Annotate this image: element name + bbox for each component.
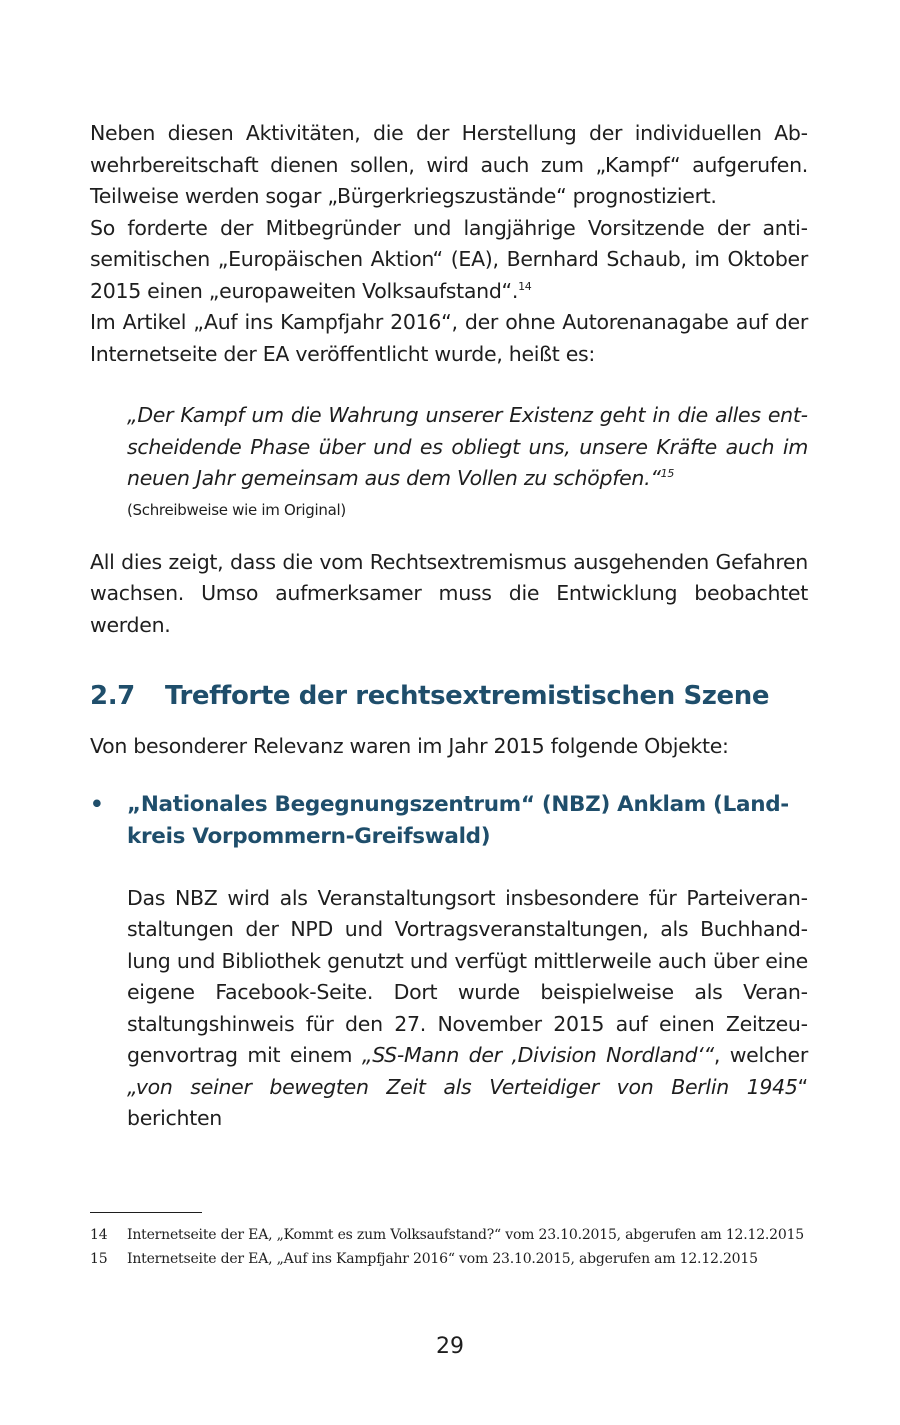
page-number: 29	[436, 1334, 464, 1359]
paragraph-schaub	[90, 213, 808, 308]
bullet-title: „Nationales Begegnungszentrum“ (NBZ) Anklam (Landkreis Vorpommern-Greifswald)	[127, 791, 790, 849]
footnote-divider	[90, 1212, 202, 1213]
footnote-text: Internetseite der EA, „Kommt es zum Volksaufstand?“ vom 23.10.2015, abgerufen am 12.12.2015	[127, 1227, 804, 1243]
bullet-item-nbz	[90, 789, 808, 853]
bullet-body-italic-1: „SS-Mann der ‚Division Nordland‘“	[361, 1043, 714, 1067]
bullet-body-mid: , welcher	[713, 1043, 808, 1067]
footnotes	[90, 1225, 808, 1273]
bullet-body	[127, 883, 808, 1135]
section-heading	[90, 677, 808, 715]
footnote-number: 14	[90, 1227, 108, 1243]
paragraph-activities: Neben diesen Aktivitäten, die der Herstellung der individuellen Abwehrbereitschaft dienen sollen, wird auch zum „Kampf“ aufgerufen. Teilweise werden sogar „Bürgerkriegszustände“ prognostiziert.	[90, 121, 808, 208]
footnote-text: Internetseite der EA, „Auf ins Kampfjahr 2016“ vom 23.10.2015, abgerufen am 12.12.2015	[127, 1251, 758, 1267]
footnote-14	[90, 1225, 808, 1245]
page-body	[90, 118, 808, 1135]
paragraph-conclusion: All dies zeigt, dass die vom Rechtsextremismus ausgehenden Gefahren wachsen. Umso aufmerksamer muss die Entwicklung beobachtet werden.	[90, 549, 808, 637]
section-intro: Von besonderer Relevanz waren im Jahr 2015 folgende Objekte:	[90, 734, 729, 758]
footnote-number: 15	[90, 1251, 108, 1267]
paragraph-article: Im Artikel „Auf ins Kampfjahr 2016“, der ohne Autorenanagabe auf der Internetseite der EA veröffentlicht wurde, heißt es:	[90, 310, 808, 366]
footnote-ref-15[interactable]: 15	[660, 467, 675, 481]
quote-note: (Schreibweise wie im Original)	[127, 500, 346, 519]
section-number: 2.7	[90, 681, 135, 711]
bullet-body-end: “ berichten	[127, 1074, 808, 1130]
block-quote	[127, 400, 808, 495]
block-quote-text: „Der Kampf um die Wahrung unserer Existenz geht in die alles entscheidende Phase über und es obliegt uns, unsere Kräfte auch im neuen Jahr gemeinsam aus dem Vollen zu schöpfen.“	[127, 403, 808, 490]
bullet-icon: •	[90, 791, 104, 817]
bullet-body-italic-2: „von seiner bewegten Zeit als Verteidiger von Berlin 1945	[127, 1074, 798, 1099]
section-title: Trefforte der rechtsextremistischen Szene	[165, 681, 770, 711]
paragraph-schaub-text: So forderte der Mitbegründer und langjährige Vorsitzende der antisemitischen „Europäischen Aktion“ (EA), Bernhard Schaub, im Oktober 2015 einen „europaweiten Volksaufstand“.	[90, 215, 808, 303]
bullet-body-start: Das NBZ wird als Veranstaltungsort insbesondere für Parteiveranstaltungen der NPD und Vortragsveranstaltungen, als Buchhandlung und Bibliothek genutzt und verfügt mittlerweile auch über eine eigene Facebook-Seite. Dort wurde beispielweise als Veranstaltungshinweis für den 27. November 2015 auf einen Zeitzeugenvortrag mit einem	[127, 885, 808, 1067]
footnote-15	[90, 1249, 808, 1269]
footnote-ref-14[interactable]: 14	[518, 279, 532, 293]
